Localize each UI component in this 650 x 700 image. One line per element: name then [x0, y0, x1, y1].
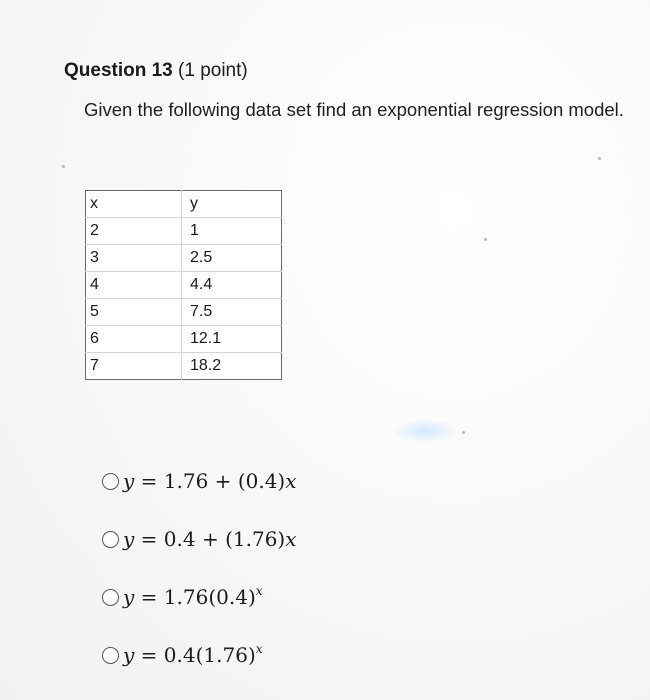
formula-exponent: x: [255, 584, 263, 598]
table-cell-x: 4: [86, 272, 182, 299]
formula-coefficient-a: 0.4: [163, 643, 196, 667]
option-formula: [123, 527, 297, 551]
table-cell-x: 5: [86, 299, 182, 326]
table-cell-y: 2.5: [182, 245, 282, 272]
formula-coefficient-a: 1.76: [163, 585, 209, 609]
option-formula: [123, 469, 297, 493]
formula-coefficient-b: (0.4): [208, 585, 256, 609]
dust-speck: [62, 165, 65, 168]
radio-button[interactable]: [102, 647, 119, 664]
question-number: Question 13: [64, 60, 173, 81]
formula-operator: +: [208, 469, 238, 493]
dust-speck: [598, 157, 601, 160]
formula-variable: x: [285, 469, 297, 493]
table-row: [86, 218, 282, 245]
formula-equals: =: [134, 527, 164, 551]
table-cell-y: 1: [182, 218, 282, 245]
answer-option-4[interactable]: [102, 626, 297, 684]
table-row: [86, 299, 282, 326]
table-cell-y: 7.5: [182, 299, 282, 326]
formula-operator: +: [195, 527, 226, 551]
table-row: [86, 272, 282, 299]
formula-coefficient-b: (1.76): [195, 643, 256, 667]
formula-coefficient-b: (0.4): [237, 469, 286, 493]
formula-lhs: y: [123, 585, 135, 609]
formula-exponent: x: [255, 642, 263, 656]
table-cell-x: 7: [86, 353, 182, 380]
table-row: [86, 353, 282, 380]
answer-option-1[interactable]: [102, 452, 297, 510]
dust-speck: [484, 238, 487, 241]
radio-button[interactable]: [102, 531, 119, 548]
table-row: [86, 245, 282, 272]
table-cell-y: 4.4: [182, 272, 282, 299]
option-formula: [123, 585, 263, 609]
formula-variable: x: [285, 527, 297, 551]
option-formula: [123, 643, 263, 667]
formula-coefficient-b: (1.76): [225, 527, 286, 551]
answer-options: [102, 452, 297, 684]
data-table: [85, 190, 282, 380]
table-cell-x: 3: [86, 245, 182, 272]
radio-button[interactable]: [102, 473, 119, 490]
table-cell-y: 18.2: [182, 353, 282, 380]
formula-lhs: y: [123, 643, 135, 667]
table-cell-x: 6: [86, 326, 182, 353]
formula-coefficient-a: 1.76: [163, 469, 209, 493]
table-cell-x: 2: [86, 218, 182, 245]
screen-glare: [395, 420, 455, 442]
formula-lhs: y: [123, 469, 135, 493]
formula-equals: =: [134, 585, 164, 609]
formula-coefficient-a: 0.4: [163, 527, 196, 551]
table-row: [86, 326, 282, 353]
question-points: (1 point): [178, 60, 248, 81]
table-header-x: x: [86, 191, 182, 218]
answer-option-2[interactable]: [102, 510, 297, 568]
table-header-y: y: [190, 195, 198, 212]
formula-equals: =: [134, 643, 164, 667]
dust-speck: [462, 431, 465, 434]
question-prompt: Given the following data set find an exponential regression model.: [84, 99, 624, 120]
table-header-row: [86, 191, 282, 218]
formula-equals: =: [134, 469, 164, 493]
answer-option-3[interactable]: [102, 568, 297, 626]
question-header: [64, 60, 248, 82]
table-cell-y: 12.1: [182, 326, 282, 353]
radio-button[interactable]: [102, 589, 119, 606]
formula-lhs: y: [123, 527, 135, 551]
